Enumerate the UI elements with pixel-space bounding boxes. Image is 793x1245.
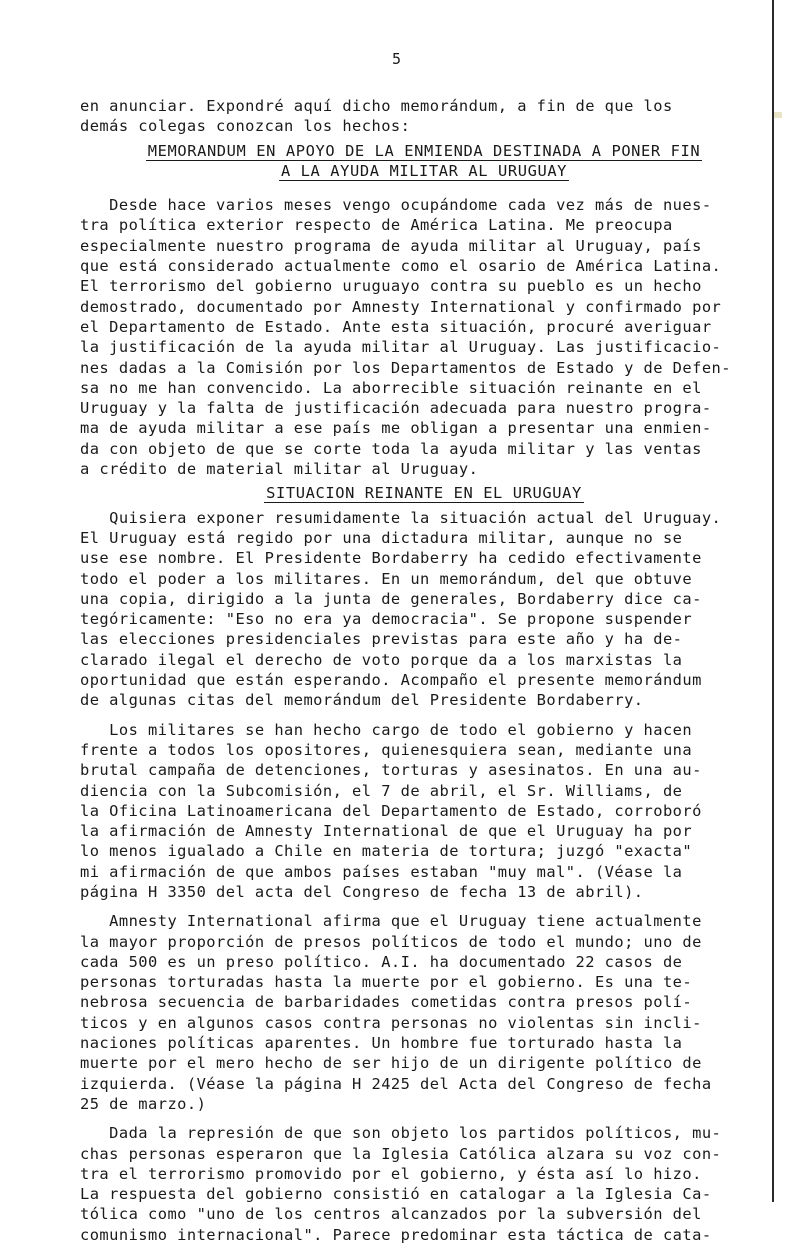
text-line: comunismo internacional". Parece predominar esta táctica de cata- — [80, 1225, 712, 1244]
text-line: Amnesty International afirma que el Uruguay tiene actualmente — [80, 912, 702, 931]
text-line: nes dadas a la Comisión por los Departamentos de Estado y de Defen- — [80, 358, 731, 377]
text-line: muerte por el mero hecho de ser hijo de un dirigente político de — [80, 1054, 702, 1073]
paper-tab-mark — [774, 112, 782, 118]
text-line: use ese nombre. El Presidente Bordaberry ha cedido efectivamente — [80, 549, 702, 568]
paragraph-5 — [80, 1123, 768, 1245]
heading-line: SITUACION REINANTE EN EL URUGUAY — [266, 484, 582, 503]
heading-line: MEMORANDUM EN APOYO DE LA ENMIENDA DESTINADA A PONER FIN — [147, 141, 701, 160]
text-line: tegóricamente: "Eso no era ya democracia". Se propone suspender — [80, 610, 693, 629]
text-line: Uruguay y la falta de justificación adecuada para nuestro progra- — [80, 399, 712, 418]
text-line: demostrado, documentado por Amnesty International y confirmado por — [80, 297, 722, 316]
text-line: naciones políticas aparentes. Un hombre fue torturado hasta la — [80, 1034, 683, 1053]
text-line: nebrosa secuencia de barbaridades cometidas contra presos polí- — [80, 993, 693, 1012]
text-line: oportunidad que están esperando. Acompaño el presente memorándum — [80, 671, 702, 690]
text-line: frente a todos los opositores, quienesquiera sean, mediante una — [80, 740, 693, 759]
paragraph-2 — [80, 508, 768, 711]
text-line: El terrorismo del gobierno uruguayo contra su pueblo es un hecho — [80, 277, 702, 296]
text-line: diencia con la Subcomisión, el 7 de abril, el Sr. Williams, de — [80, 781, 683, 800]
text-line: tra política exterior respecto de América Latina. Me preocupa — [80, 216, 673, 235]
situation-heading — [80, 483, 768, 503]
text-line: cada 500 es un preso político. A.I. ha documentado 22 casos de — [80, 952, 683, 971]
text-line: una copia, dirigido a la junta de generales, Bordaberry dice ca- — [80, 589, 702, 608]
intro-paragraph — [80, 96, 768, 137]
text-line: todo el poder a los militares. En un memorándum, del que obtuve — [80, 569, 693, 588]
text-line: página H 3350 del acta del Congreso de fecha 13 de abril). — [80, 882, 644, 901]
text-line: Dada la represión de que son objeto los partidos políticos, mu- — [80, 1124, 722, 1143]
text-line: el Departamento de Estado. Ante esta situación, procuré averiguar — [80, 317, 712, 336]
memorandum-heading — [80, 141, 768, 182]
text-line: lo menos igualado a Chile en materia de tortura; juzgó "exacta" — [80, 842, 693, 861]
text-line: la mayor proporción de presos políticos de todo el mundo; uno de — [80, 932, 702, 951]
text-line: 25 de marzo.) — [80, 1094, 207, 1113]
text-line: la Oficina Latinoamericana del Departamento de Estado, corroboró — [80, 801, 702, 820]
text-line: Los militares se han hecho cargo de todo el gobierno y hacen — [80, 720, 693, 739]
text-line: ticos y en algunos casos contra personas no violentas sin incli- — [80, 1013, 702, 1032]
text-line: a crédito de material militar al Uruguay. — [80, 460, 479, 479]
text-line: clarado ilegal el derecho de voto porque da a los marxistas la — [80, 650, 683, 669]
paragraph-4 — [80, 911, 768, 1114]
text-line: Quisiera exponer resumidamente la situación actual del Uruguay. — [80, 508, 722, 527]
text-line: El Uruguay está regido por una dictadura militar, aunque no se — [80, 528, 683, 547]
text-line: especialmente nuestro programa de ayuda militar al Uruguay, país — [80, 236, 702, 255]
text-line: en anunciar. Expondré aquí dicho memorándum, a fin de que los — [80, 97, 673, 115]
text-line: tra el terrorismo promovido por el gobierno, y ésta así lo hizo. — [80, 1164, 702, 1183]
text-line: de algunas citas del memorándum del Presidente Bordaberry. — [80, 691, 644, 710]
page-edge-line — [772, 0, 774, 1202]
text-line: brutal campaña de detenciones, torturas y asesinatos. En una au- — [80, 761, 702, 780]
text-line: mi afirmación de que ambos países estaban "muy mal". (Véase la — [80, 862, 683, 881]
text-line: Desde hace varios meses vengo ocupándome cada vez más de nues- — [80, 196, 712, 215]
text-line: sa no me han convencido. La aborrecible situación reinante en el — [80, 378, 702, 397]
text-line: izquierda. (Véase la página H 2425 del Acta del Congreso de fecha — [80, 1074, 712, 1093]
paragraph-3 — [80, 720, 768, 903]
text-line: chas personas esperaron que la Iglesia Católica alzara su voz con- — [80, 1144, 722, 1163]
document-body — [80, 96, 768, 1245]
page-number: 5 — [391, 50, 402, 68]
text-line: personas torturadas hasta la muerte por el gobierno. Es una te- — [80, 973, 693, 992]
text-line: demás colegas conozcan los hechos: — [80, 117, 411, 136]
paragraph-1 — [80, 195, 768, 479]
text-line: La respuesta del gobierno consistió en catalogar a la Iglesia Ca- — [80, 1185, 712, 1204]
text-line: las elecciones presidenciales previstas para este año y ha de- — [80, 630, 683, 649]
heading-line: A LA AYUDA MILITAR AL URUGUAY — [280, 161, 568, 180]
text-line: ma de ayuda militar a ese país me obligan a presentar una enmien- — [80, 419, 712, 438]
text-line: da con objeto de que se corte toda la ayuda militar y las ventas — [80, 439, 702, 458]
text-line: que está considerado actualmente como el osario de América Latina. — [80, 257, 722, 276]
text-line: la justificación de la ayuda militar al Uruguay. Las justificacio- — [80, 338, 722, 357]
text-line: tólica como "uno de los centros alcanzados por la subversión del — [80, 1205, 702, 1224]
text-line: la afirmación de Amnesty International de que el Uruguay ha por — [80, 822, 693, 841]
